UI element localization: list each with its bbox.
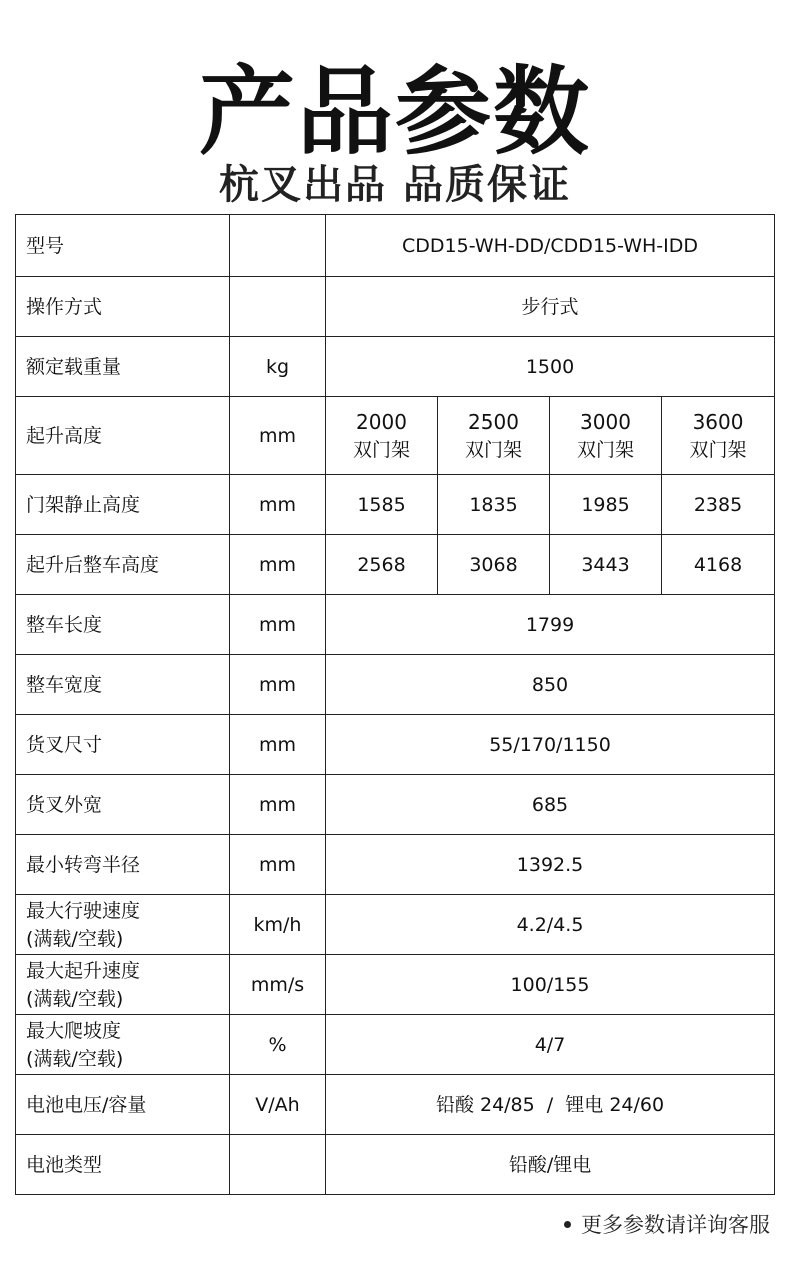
param-value: 1835 [438, 475, 550, 535]
param-name: 门架静止高度 [16, 475, 230, 535]
param-name: 电池电压/容量 [16, 1075, 230, 1135]
table-row-rated-load [16, 337, 775, 397]
lift-height-value: 3600 [692, 409, 744, 434]
param-unit: mm [230, 595, 326, 655]
param-value: 850 [326, 655, 775, 715]
param-value: CDD15-WH-DD/CDD15-WH-IDD [326, 215, 775, 277]
lift-height-value: 3000 [580, 409, 631, 434]
footer-note [564, 1210, 770, 1240]
page-title: 产品参数 [199, 56, 591, 168]
param-unit: mm/s [230, 955, 326, 1015]
param-value: 1392.5 [326, 835, 775, 895]
table-row-lift-height [16, 397, 775, 475]
param-name [16, 895, 230, 955]
param-unit: mm [230, 535, 326, 595]
mast-type: 双门架 [464, 438, 522, 461]
param-value: 4168 [662, 535, 775, 595]
param-value: 铅酸/锂电 [326, 1135, 775, 1195]
param-name: 货叉尺寸 [16, 715, 230, 775]
param-name-line2: (满载/空载) [26, 1047, 124, 1070]
mast-type: 双门架 [352, 438, 410, 461]
table-row-gradeability [16, 1015, 775, 1075]
table-row-turning-radius [16, 835, 775, 895]
param-name: 操作方式 [16, 277, 230, 337]
mast-type: 双门架 [576, 438, 634, 461]
param-unit: V/Ah [230, 1075, 326, 1135]
param-value: 4.2/4.5 [326, 895, 775, 955]
param-value: 1585 [326, 475, 438, 535]
param-unit: mm [230, 715, 326, 775]
param-value: 1799 [326, 595, 775, 655]
param-value [326, 397, 438, 475]
table-row-extended-height [16, 535, 775, 595]
param-name: 货叉外宽 [16, 775, 230, 835]
param-unit: % [230, 1015, 326, 1075]
param-value [438, 397, 550, 475]
table-row-lift-speed [16, 955, 775, 1015]
lift-height-value: 2500 [468, 409, 519, 434]
param-value: 55/170/1150 [326, 715, 775, 775]
table-row-model [16, 215, 775, 277]
param-name-line2: (满载/空载) [26, 927, 124, 950]
mast-type: 双门架 [689, 438, 747, 461]
param-value [662, 397, 775, 475]
page-subtitle: 杭叉出品 品质保证 [219, 162, 571, 208]
table-row-battery-type [16, 1135, 775, 1195]
param-value: 685 [326, 775, 775, 835]
param-name-line1: 最大起升速度 [26, 959, 141, 982]
table-row-overall-length [16, 595, 775, 655]
param-name: 起升高度 [16, 397, 230, 475]
param-name: 型号 [16, 215, 230, 277]
param-value: 3443 [550, 535, 662, 595]
param-value: 4/7 [326, 1015, 775, 1075]
param-value: 1500 [326, 337, 775, 397]
param-name-line2: (满载/空载) [26, 987, 124, 1010]
param-value: 3068 [438, 535, 550, 595]
param-unit: mm [230, 655, 326, 715]
param-unit: kg [230, 337, 326, 397]
param-value: 2568 [326, 535, 438, 595]
param-name: 额定载重量 [16, 337, 230, 397]
param-unit [230, 277, 326, 337]
param-unit: mm [230, 475, 326, 535]
param-name: 起升后整车高度 [16, 535, 230, 595]
param-name: 最小转弯半径 [16, 835, 230, 895]
table-row-battery-voltage [16, 1075, 775, 1135]
spec-table [15, 214, 775, 1195]
table-row-overall-width [16, 655, 775, 715]
param-unit: km/h [230, 895, 326, 955]
param-value: 100/155 [326, 955, 775, 1015]
param-name: 整车长度 [16, 595, 230, 655]
table-row-fork-size [16, 715, 775, 775]
param-value: 2385 [662, 475, 775, 535]
table-row-fork-outer-width [16, 775, 775, 835]
param-unit [230, 1135, 326, 1195]
param-name-line1: 最大爬坡度 [26, 1019, 122, 1042]
param-unit: mm [230, 835, 326, 895]
bullet-dot-icon [564, 1221, 571, 1228]
footer-note-text: 更多参数请详询客服 [581, 1213, 770, 1237]
table-row-operation [16, 277, 775, 337]
param-unit: mm [230, 775, 326, 835]
param-value [550, 397, 662, 475]
table-row-mast-lowered-height [16, 475, 775, 535]
param-value: 铅酸 24/85 / 锂电 24/60 [326, 1075, 775, 1135]
param-unit: mm [230, 397, 326, 475]
param-name [16, 955, 230, 1015]
param-name-line1: 最大行驶速度 [26, 899, 141, 922]
param-value: 1985 [550, 475, 662, 535]
param-name: 电池类型 [16, 1135, 230, 1195]
param-value: 步行式 [326, 277, 775, 337]
param-unit [230, 215, 326, 277]
lift-height-value: 2000 [356, 409, 407, 434]
param-name [16, 1015, 230, 1075]
param-name: 整车宽度 [16, 655, 230, 715]
table-row-travel-speed [16, 895, 775, 955]
